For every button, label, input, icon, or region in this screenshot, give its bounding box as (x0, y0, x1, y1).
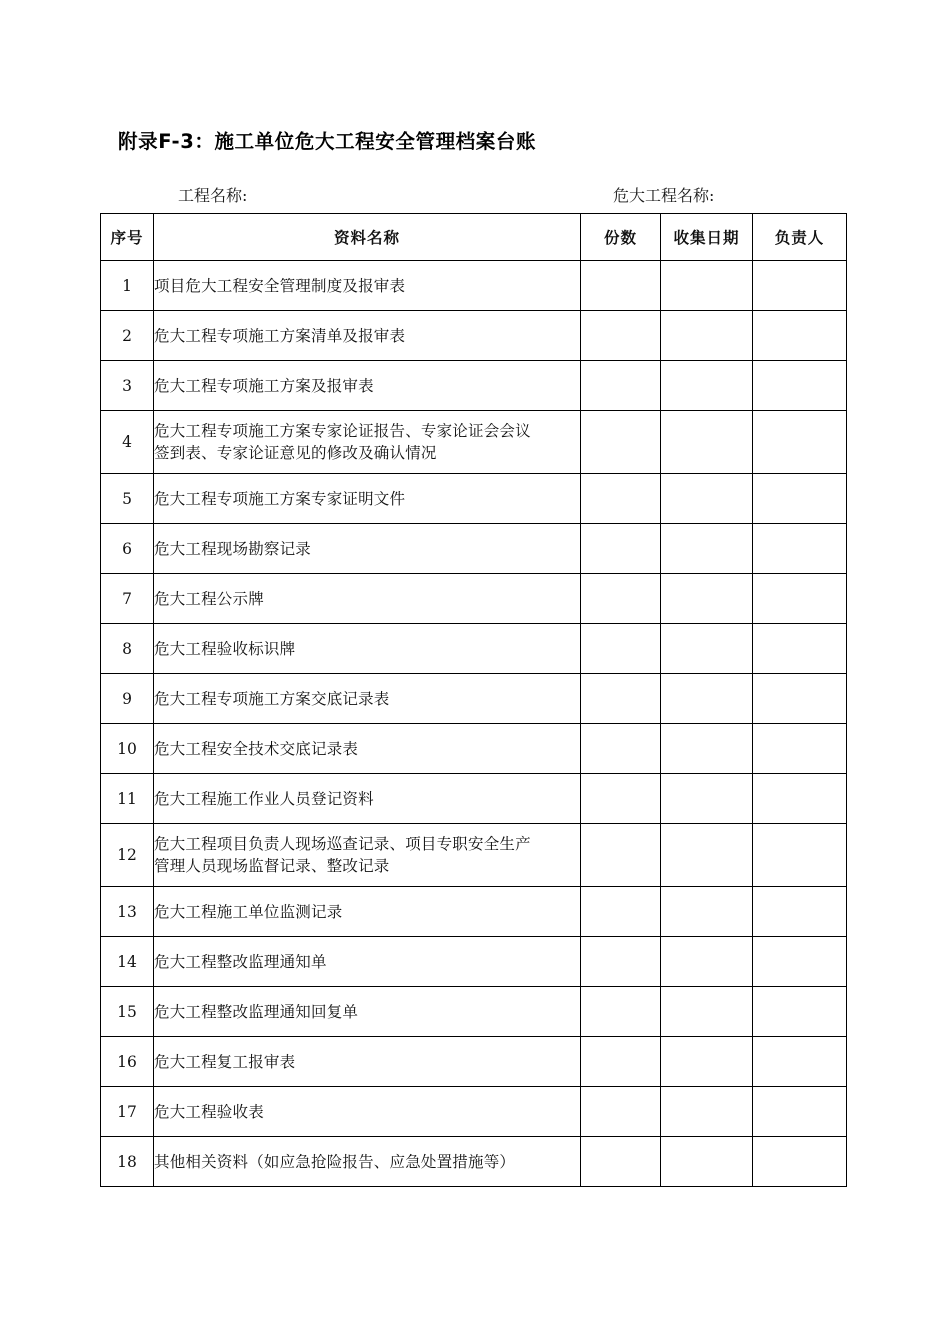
cell-material-name (154, 474, 581, 524)
cell-copies[interactable] (581, 824, 661, 887)
cell-copies[interactable] (581, 624, 661, 674)
cell-owner[interactable] (753, 474, 847, 524)
cell-owner[interactable] (753, 574, 847, 624)
material-name-line: 危大工程专项施工方案交底记录表 (154, 689, 390, 708)
table-row (101, 887, 847, 937)
cell-material-name (154, 311, 581, 361)
material-name-line: 危大工程现场勘察记录 (154, 539, 312, 558)
column-header-no: 序号 (101, 214, 154, 261)
table-row (101, 311, 847, 361)
cell-row-number: 18 (101, 1137, 154, 1187)
table-row (101, 824, 847, 887)
cell-material-name (154, 411, 581, 474)
cell-collect-date[interactable] (661, 574, 753, 624)
cell-copies[interactable] (581, 574, 661, 624)
cell-row-number: 6 (101, 524, 154, 574)
cell-material-name (154, 261, 581, 311)
cell-material-name (154, 674, 581, 724)
table-row (101, 361, 847, 411)
material-name-line: 签到表、专家论证意见的修改及确认情况 (154, 444, 437, 462)
material-name-line: 危大工程施工作业人员登记资料 (154, 789, 374, 808)
cell-collect-date[interactable] (661, 674, 753, 724)
material-name-line: 危大工程专项施工方案专家论证报告、专家论证会会议 (154, 422, 531, 440)
cell-row-number: 2 (101, 311, 154, 361)
cell-row-number: 13 (101, 887, 154, 937)
material-name-line: 危大工程验收标识牌 (154, 639, 296, 658)
cell-material-name (154, 937, 581, 987)
material-name-line: 危大工程公示牌 (154, 589, 264, 608)
cell-row-number: 3 (101, 361, 154, 411)
cell-owner[interactable] (753, 1087, 847, 1137)
cell-owner[interactable] (753, 937, 847, 987)
table-row (101, 674, 847, 724)
cell-copies[interactable] (581, 987, 661, 1037)
material-name-line: 管理人员现场监督记录、整改记录 (154, 857, 390, 875)
cell-copies[interactable] (581, 887, 661, 937)
cell-copies[interactable] (581, 1037, 661, 1087)
hazard-project-name-label: 危大工程名称: (613, 186, 715, 205)
table-row (101, 261, 847, 311)
cell-collect-date[interactable] (661, 887, 753, 937)
material-name-line: 危大工程验收表 (154, 1102, 264, 1121)
cell-owner[interactable] (753, 311, 847, 361)
cell-owner[interactable] (753, 524, 847, 574)
cell-owner[interactable] (753, 887, 847, 937)
table-row (101, 1087, 847, 1137)
cell-row-number: 9 (101, 674, 154, 724)
cell-material-name (154, 774, 581, 824)
column-header-copies: 份数 (581, 214, 661, 261)
cell-material-name (154, 1137, 581, 1187)
cell-owner[interactable] (753, 624, 847, 674)
cell-collect-date[interactable] (661, 311, 753, 361)
cell-collect-date[interactable] (661, 1037, 753, 1087)
cell-row-number: 11 (101, 774, 154, 824)
cell-collect-date[interactable] (661, 474, 753, 524)
table-row (101, 937, 847, 987)
material-name-line: 危大工程安全技术交底记录表 (154, 739, 359, 758)
material-name-line: 危大工程专项施工方案清单及报审表 (154, 326, 406, 345)
table-row (101, 474, 847, 524)
material-name-line: 项目危大工程安全管理制度及报审表 (154, 276, 406, 295)
cell-collect-date[interactable] (661, 774, 753, 824)
material-name-line: 危大工程专项施工方案专家证明文件 (154, 489, 406, 508)
cell-row-number: 7 (101, 574, 154, 624)
cell-copies[interactable] (581, 411, 661, 474)
cell-collect-date[interactable] (661, 261, 753, 311)
cell-material-name (154, 824, 581, 887)
cell-copies[interactable] (581, 261, 661, 311)
cell-row-number: 8 (101, 624, 154, 674)
table-row (101, 524, 847, 574)
cell-copies[interactable] (581, 724, 661, 774)
column-header-collect-date: 收集日期 (661, 214, 753, 261)
cell-collect-date[interactable] (661, 624, 753, 674)
cell-material-name (154, 1037, 581, 1087)
material-name-line: 危大工程整改监理通知单 (154, 952, 327, 971)
cell-collect-date[interactable] (661, 524, 753, 574)
cell-row-number: 1 (101, 261, 154, 311)
cell-owner[interactable] (753, 1037, 847, 1087)
cell-owner[interactable] (753, 824, 847, 887)
cell-copies[interactable] (581, 361, 661, 411)
cell-copies[interactable] (581, 474, 661, 524)
table-row (101, 1137, 847, 1187)
cell-material-name (154, 1087, 581, 1137)
cell-collect-date[interactable] (661, 724, 753, 774)
cell-copies[interactable] (581, 311, 661, 361)
cell-material-name (154, 524, 581, 574)
cell-row-number: 15 (101, 987, 154, 1037)
column-header-material-name: 资料名称 (154, 214, 581, 261)
cell-collect-date[interactable] (661, 1087, 753, 1137)
material-name-line: 危大工程施工单位监测记录 (154, 902, 343, 921)
cell-owner[interactable] (753, 361, 847, 411)
cell-owner[interactable] (753, 774, 847, 824)
cell-owner[interactable] (753, 724, 847, 774)
table-row (101, 411, 847, 474)
table-row (101, 774, 847, 824)
cell-row-number: 14 (101, 937, 154, 987)
cell-copies[interactable] (581, 1087, 661, 1137)
cell-copies[interactable] (581, 1137, 661, 1187)
material-name-line: 危大工程整改监理通知回复单 (154, 1002, 359, 1021)
material-name-line: 危大工程项目负责人现场巡查记录、项目专职安全生产 (154, 835, 531, 853)
cell-collect-date[interactable] (661, 361, 753, 411)
cell-owner[interactable] (753, 411, 847, 474)
material-name-line: 危大工程专项施工方案及报审表 (154, 376, 374, 395)
cell-row-number: 16 (101, 1037, 154, 1087)
cell-copies[interactable] (581, 674, 661, 724)
cell-owner[interactable] (753, 1137, 847, 1187)
table-row (101, 624, 847, 674)
cell-material-name (154, 361, 581, 411)
cell-material-name (154, 987, 581, 1037)
material-name-line: 其他相关资料（如应急抢险报告、应急处置措施等） (154, 1152, 516, 1171)
cell-owner[interactable] (753, 674, 847, 724)
material-name-line: 危大工程复工报审表 (154, 1052, 296, 1071)
cell-collect-date[interactable] (661, 937, 753, 987)
table-header-row (101, 214, 847, 261)
table-header (101, 214, 847, 261)
archive-ledger-table (100, 213, 847, 1187)
table-row (101, 987, 847, 1037)
cell-collect-date[interactable] (661, 824, 753, 887)
cell-copies[interactable] (581, 774, 661, 824)
cell-material-name (154, 887, 581, 937)
column-header-owner: 负责人 (753, 214, 847, 261)
cell-row-number: 10 (101, 724, 154, 774)
cell-collect-date[interactable] (661, 411, 753, 474)
project-name-label: 工程名称: (178, 186, 248, 205)
cell-row-number: 4 (101, 411, 154, 474)
cell-row-number: 17 (101, 1087, 154, 1137)
cell-row-number: 5 (101, 474, 154, 524)
cell-material-name (154, 624, 581, 674)
page-title: 附录F-3：施工单位危大工程安全管理档案台账 (118, 130, 537, 153)
cell-owner[interactable] (753, 987, 847, 1037)
table-row (101, 574, 847, 624)
cell-owner[interactable] (753, 261, 847, 311)
cell-material-name (154, 574, 581, 624)
cell-collect-date[interactable] (661, 987, 753, 1037)
cell-copies[interactable] (581, 937, 661, 987)
cell-row-number: 12 (101, 824, 154, 887)
table-body (101, 261, 847, 1187)
table-row (101, 1037, 847, 1087)
cell-collect-date[interactable] (661, 1137, 753, 1187)
cell-material-name (154, 724, 581, 774)
cell-copies[interactable] (581, 524, 661, 574)
table-row (101, 724, 847, 774)
